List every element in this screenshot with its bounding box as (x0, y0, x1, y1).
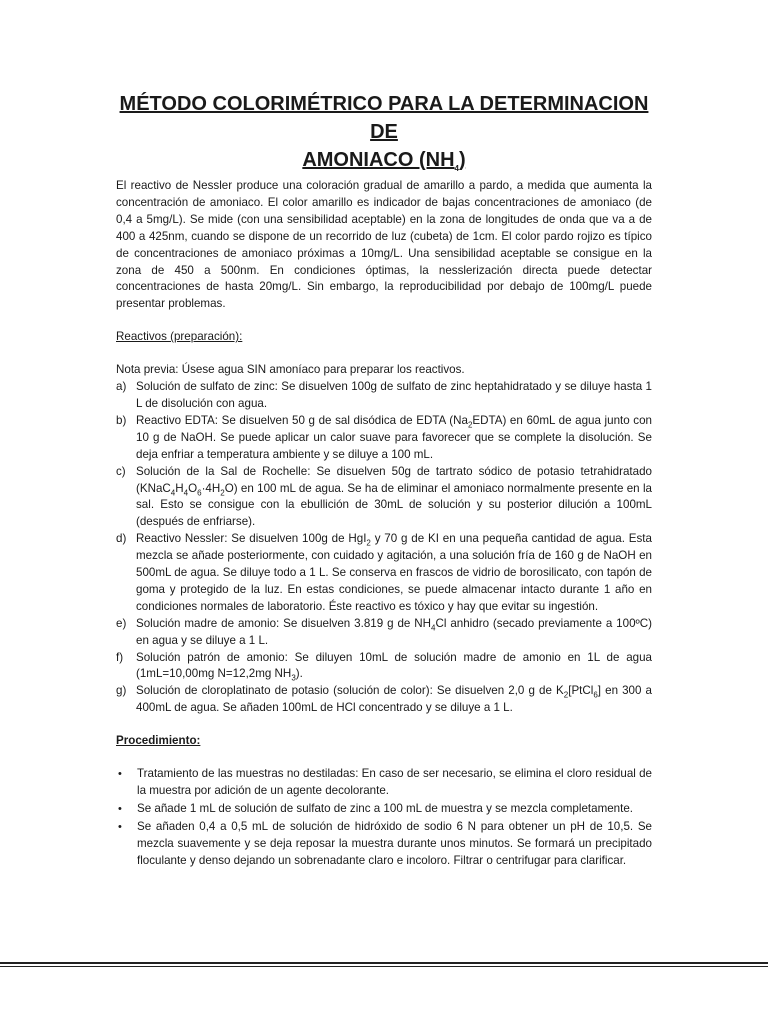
reactivo-subscript: 3 (291, 673, 296, 683)
reactivo-text: H (175, 481, 184, 495)
footer-rule-thin (0, 966, 768, 967)
document-page (116, 90, 652, 871)
nota-previa: Nota previa: Úsese agua SIN amoníaco para preparar los reactivos. (116, 363, 465, 377)
reactivo-text: [PtCl (568, 684, 594, 698)
reactivo-text: O (188, 481, 198, 495)
reactivo-subscript: 4 (431, 623, 436, 633)
reactivo-subscript: 2 (366, 538, 371, 548)
reactivo-item (116, 531, 652, 616)
reactivo-text: O) en 100 mL de agua. Se ha de eliminar el amoniaco normalmente presente en la sal. Esto se consigue con la ebullición de 30mL de solución y su posterior dilución a 100mL (después de enfriarse). (136, 481, 652, 529)
title-subscript: 4 (454, 164, 459, 173)
reactivo-marker: g) (116, 684, 127, 698)
procedimiento-heading: Procedimiento: (116, 734, 201, 748)
procedimiento-item (116, 819, 652, 870)
reactivo-marker: c) (116, 464, 126, 478)
reactivo-text: Solución madre de amonio: Se disuelven 3.819 g de NH (136, 616, 432, 630)
reactivo-text: Solución de sulfato de zinc: Se disuelven 100g de sulfato de zinc heptahidratado y se diluye hasta 1 L de disolución con agua. (136, 380, 652, 410)
reactivo-item (116, 379, 652, 413)
reactivo-text: EDTA) en 60mL de agua junto con 10 g de NaOH. Se puede aplicar un calor suave para favorecer que se complete la disolución. Se deja enfriar a temperatura ambiente y se diluye a 100 mL. (136, 413, 652, 461)
reactivo-marker: f) (116, 650, 124, 664)
title-line-1: MÉTODO COLORIMÉTRICO PARA LA DETERMINACION DE (119, 93, 649, 143)
reactivo-text: Solución de la Sal de Rochelle: Se disuelven 50g de tartrato sódico de potasio tetrahidratado (KNaC (136, 464, 652, 495)
reactivo-subscript: 2 (220, 487, 225, 497)
reactivo-marker: b) (116, 413, 127, 427)
bullet-icon: • (118, 820, 122, 833)
reactivo-text: ·4H (201, 481, 221, 495)
intro-paragraph: El reactivo de Nessler produce una coloración gradual de amarillo a pardo, a medida que aumenta la concentración de amoniaco. El color amarillo es indicador de bajas concentraciones de amoniaco (de 0,4 a 5mg/L). Se mide (con una sensibilidad aceptable) en la zona de longitudes de onda que va a de 400 a 425nm, cuando se dispone de un recorrido de luz (cubeta) de 1cm. El color pardo rojizo es típico de concentraciones de amoniaco próximas a 10mg/L. Una sensibilidad aceptable se consigue en la zona de 450 a 500nm. En condiciones óptimas, la nesslerización directa puede detectar concentraciones de hasta 20mg/L. Sin embargo, la reproducibilidad por debajo de 100mg/L puede presentar problemas. (116, 179, 652, 311)
procedimiento-text: Se añaden 0,4 a 0,5 mL de solución de hidróxido de sodio 6 N para obtener un pH de 10,5. Se mezcla suavemente y se deja reposar la muestra durante unos minutos. Se formará un precipitado floculante y denso dejando un sobrenadante claro e incoloro. Filtrar o centrifugar para clarificar. (137, 819, 652, 867)
reactivo-item (116, 683, 652, 717)
bullet-icon: • (118, 768, 122, 781)
reactivo-text: Reactivo Nessler: Se disuelven 100g de HgI (136, 532, 367, 546)
reactivo-item (116, 616, 652, 650)
reactivo-marker: e) (116, 616, 127, 630)
reactivo-text: Cl anhidro (secado previamente a 100ºC) en agua y se diluye a 1 L. (136, 616, 652, 647)
reactivo-text: Solución patrón de amonio: Se diluyen 10mL de solución madre de amonio en 1L de agua (1mL=10,00mg N=12,2mg NH (136, 650, 652, 681)
reactivo-text: ). (295, 667, 303, 681)
reactivo-marker: a) (116, 380, 127, 394)
reactivo-item (116, 650, 652, 684)
reactivo-subscript: 2 (563, 690, 569, 700)
footer-rule (0, 962, 768, 964)
title-line-2-close: ) (459, 149, 466, 171)
procedimiento-text: Tratamiento de las muestras no destiladas: En caso de ser necesario, se elimina el cloro residual de la muestra por adición de un agente decolorante. (137, 767, 652, 797)
document-title (116, 90, 652, 174)
title-line-2 (302, 149, 465, 171)
procedimiento-text: Se añade 1 mL de solución de sulfato de zinc a 100 mL de muestra y se mezcla completamente. (137, 801, 634, 815)
reactivo-text: y 70 g de KI en una pequeña cantidad de agua. Esta mezcla se añade posteriormente, con cuidado y agitación, a una solución fría de 160 g de NaOH en 500mL de agua. Se diluye todo a 1 L. Se conserva en frascos de vidrio de borosilicato, con tapón de goma y protegido de la luz. En estas condiciones, se puede almacenar intacto durante 1 año en condiciones normales de laboratorio. Éste reactivo es tóxico y hay que evitar su ingestión. (136, 532, 652, 613)
reactivo-subscript: 4 (170, 487, 176, 497)
reactivos-heading: Reactivos (preparación): (116, 330, 243, 344)
reactivo-subscript: 6 (197, 487, 202, 497)
procedimiento-item (116, 766, 652, 800)
reactivo-text: Solución de cloroplatinato de potasio (solución de color): Se disuelven 2,0 g de K (136, 684, 564, 698)
reactivo-text: Reactivo EDTA: Se disuelven 50 g de sal disódica de EDTA (Na (136, 413, 468, 427)
reactivo-item (116, 413, 652, 464)
reactivo-text: ] en 300 a 400mL de agua. Se añaden 100mL de HCl concentrado y se diluye a 1 L. (136, 684, 652, 715)
reactivo-subscript: 2 (467, 420, 473, 430)
reactivo-item (116, 464, 652, 532)
reactivos-list (116, 379, 652, 717)
procedimiento-list (116, 766, 652, 869)
reactivo-marker: d) (116, 532, 127, 546)
reactivo-subscript: 6 (593, 690, 598, 700)
reactivo-subscript: 4 (183, 487, 189, 497)
title-line-2-text: AMONIACO (NH (302, 149, 455, 171)
bullet-icon: • (118, 802, 122, 815)
procedimiento-item (116, 801, 652, 818)
